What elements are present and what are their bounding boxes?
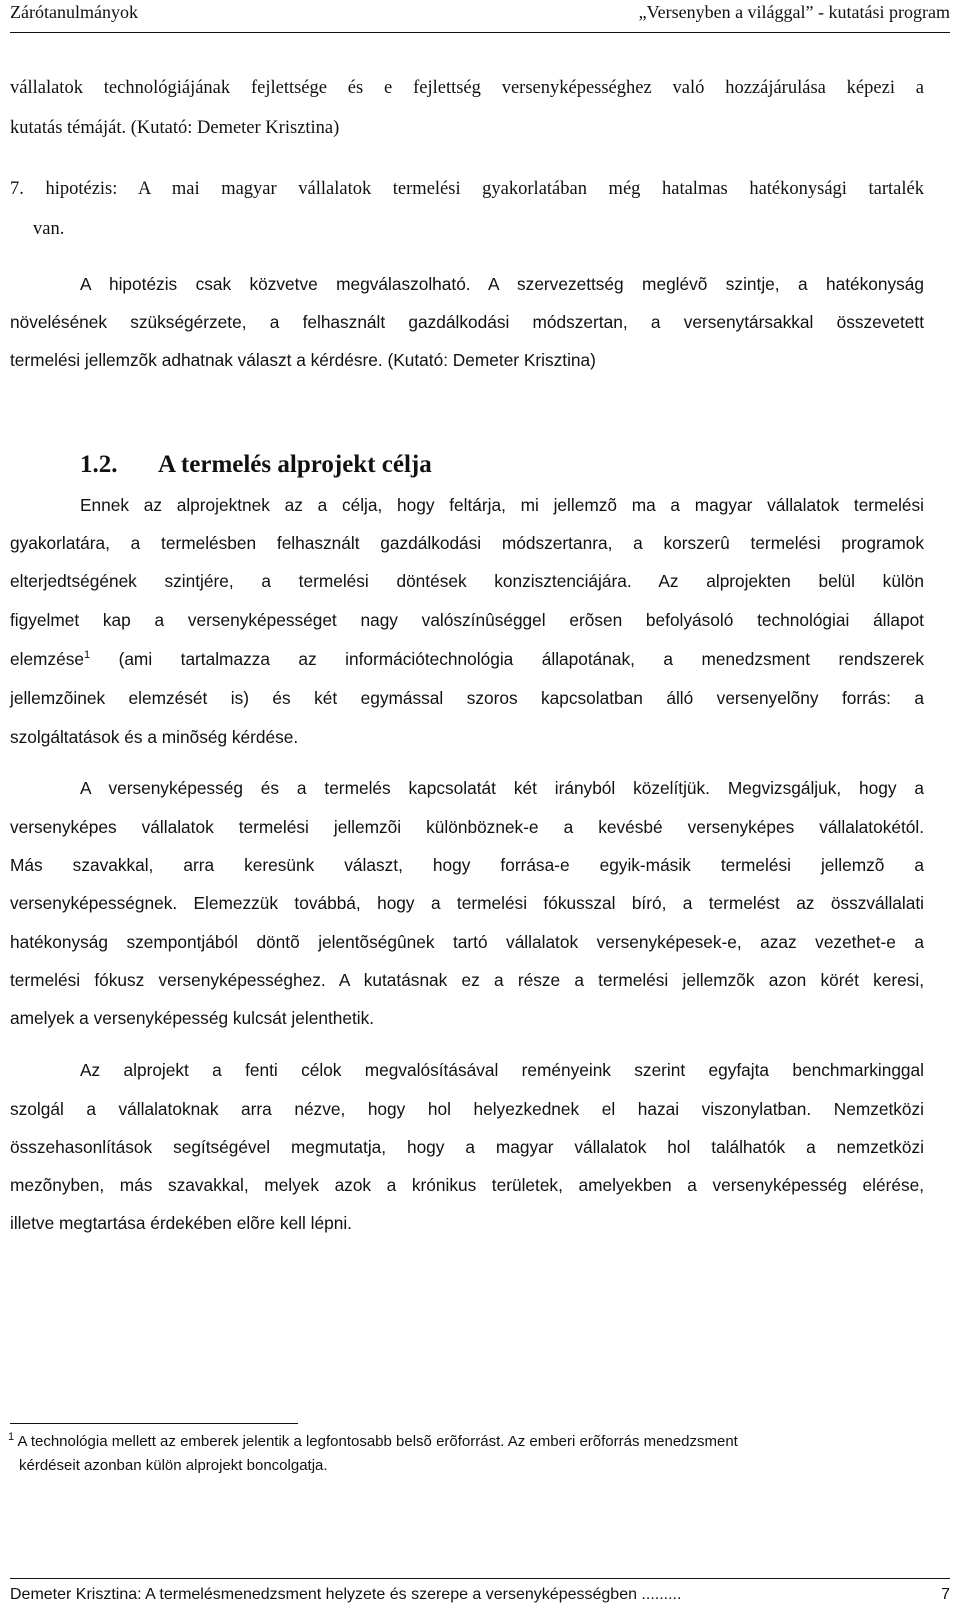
body-line: amelyek a versenyképesség kulcsát jelenthetik. (10, 1008, 375, 1028)
footnote-mark: 1 (8, 1431, 15, 1443)
running-header-right: „Versenyben a világgal” - kutatási program (638, 2, 950, 22)
body-line (10, 647, 924, 671)
section-title: A termelés alprojekt célja (158, 451, 432, 478)
body-line: növelésének szükségérzete, a felhasznált gazdálkodási módszertan, a versenytársakkal összevetett (10, 312, 924, 332)
body-line: összehasonlítások segítségével megmutatja, hogy a magyar vállalatok hol találhatók a nemzetközi (10, 1137, 924, 1157)
body-line: mezõnyben, más szavakkal, melyek azok a krónikus területek, amelyekben a versenyképesség elérése, (10, 1175, 924, 1195)
running-footer (10, 1584, 950, 1606)
body-line: vállalatok technológiájának fejlettsége és e fejlettség versenyképességhez való hozzájárulása képezi a (10, 78, 924, 98)
footnote-reference[interactable]: 1 (83, 649, 91, 662)
footnote-text: A technológia mellett az emberek jelentik a legfontosabb belsõ erõforrást. Az emberi erõforrás menedzsment (17, 1433, 738, 1450)
body-line: elterjedtségének szintjére, a termelési döntések konzisztenciájára. Az alprojekten belül külön (10, 571, 924, 591)
body-line: gyakorlatára, a termelésben felhasznált gazdálkodási módszertanra, a korszerû termelési programok (10, 533, 924, 553)
body-line: Ennek az alprojektnek az a célja, hogy feltárja, mi jellemzõ ma a magyar vállalatok termelési (80, 495, 924, 515)
body-line: hatékonyság szempontjából döntõ jelentõségûnek tartó vállalatok versenyképesek-e, azaz vezethet-e a (10, 932, 924, 952)
footnote-line (8, 1432, 738, 1452)
body-line: figyelmet kap a versenyképességet nagy valószínûséggel erõsen befolyásoló technológiai állapot (10, 610, 924, 630)
body-line: A hipotézis csak közvetve megválaszolható. A szervezettség meglévõ szintje, a hatékonyság (80, 274, 924, 294)
body-line: A versenyképesség és a termelés kapcsolatát két irányból közelítjük. Megvizsgáljuk, hogy a (80, 778, 924, 798)
body-line: versenyképes vállalatok termelési jellemzõi különböznek-e a kevésbé versenyképes vállalatokétól. (10, 817, 924, 837)
body-line: Más szavakkal, arra keresünk választ, hogy forrása-e egyik-másik termelési jellemzõ a (10, 855, 924, 875)
running-header-left: Zárótanulmányok (10, 2, 138, 22)
body-line: termelési fókusz versenyképességhez. A kutatásnak ez a része a termelési jellemzõk azon körét keresi, (10, 970, 924, 990)
footer-text: Demeter Krisztina: A termelésmenedzsment helyzete és szerepe a versenyképességben ......... (10, 1586, 682, 1603)
body-line: Az alprojekt a fenti célok megvalósításával reményeink szerint egyfajta benchmarkinggal (80, 1060, 924, 1080)
body-line: jellemzõinek elemzését is) és két egymással szoros kapcsolatban álló versenyelõny forrás: a (10, 688, 924, 708)
hypothesis-line: van. (33, 219, 65, 239)
body-line: szolgáltatások és a minõség kérdése. (10, 727, 299, 747)
header-divider (10, 32, 950, 33)
body-line: kutatás témáját. (Kutató: Demeter Krisztina) (10, 118, 340, 138)
body-line: szolgál a vállalatoknak arra nézve, hogy hol helyezkednek el hazai viszonylatban. Nemzetközi (10, 1099, 924, 1119)
footnote-divider (10, 1423, 298, 1424)
footnote-line: kérdéseit azonban külön alprojekt boncolgatja. (19, 1457, 328, 1474)
inline-text: elemzése (10, 649, 84, 669)
body-line: termelési jellemzõk adhatnak választ a kérdésre. (Kutató: Demeter Krisztina) (10, 350, 596, 370)
footer-divider (10, 1578, 950, 1579)
body-line: versenyképességnek. Elemezzük továbbá, hogy a termelési fókusszal bíró, a termelést az összvállalati (10, 893, 924, 913)
section-heading (80, 450, 432, 480)
inline-text: (ami tartalmazza az információtechnológia állapotának, a menedzsment rendszerek (90, 649, 924, 669)
body-line: illetve megtartása érdekében elõre kell lépni. (10, 1213, 352, 1233)
hypothesis-line: 7. hipotézis: A mai magyar vállalatok termelési gyakorlatában még hatalmas hatékonysági tartalék (10, 179, 924, 199)
section-number: 1.2. (80, 451, 118, 478)
page-number: 7 (941, 1586, 950, 1603)
